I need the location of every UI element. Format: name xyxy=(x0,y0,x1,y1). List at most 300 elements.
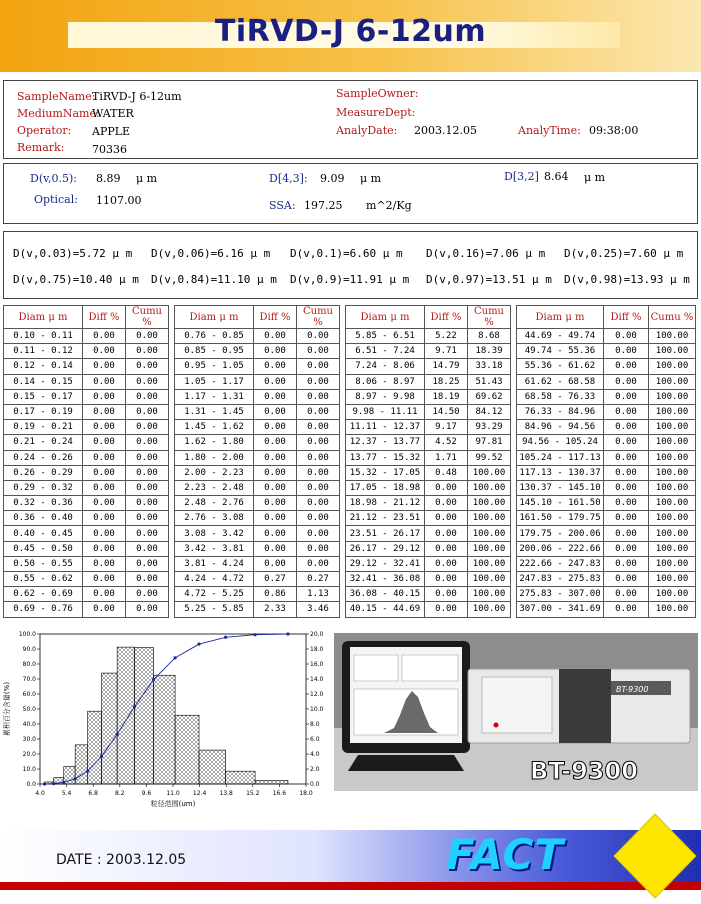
cumu-cell: 0.00 xyxy=(297,420,340,435)
cumulative-point xyxy=(74,777,77,780)
diff-cell: 0.00 xyxy=(83,374,126,389)
cumulative-point xyxy=(52,782,55,785)
table-row xyxy=(4,480,696,495)
diff-cell: 0.00 xyxy=(254,404,297,419)
diff-cell: 0.00 xyxy=(83,344,126,359)
diam-cell: 0.32 - 0.36 xyxy=(4,496,83,511)
dv05-value: 8.89 xyxy=(96,172,121,185)
cumulative-point xyxy=(152,678,155,681)
diff-cell: 0.00 xyxy=(83,541,126,556)
y-right-tick-label: 14.0 xyxy=(310,676,324,683)
dv05-label: D(v,0.5): xyxy=(30,172,78,185)
cumu-cell: 100.00 xyxy=(468,480,511,495)
diff-cell: 0.00 xyxy=(425,480,468,495)
analy-date-label: AnalyDate: xyxy=(336,124,398,137)
cumu-cell: 0.00 xyxy=(297,511,340,526)
histogram-bar xyxy=(175,715,199,784)
table-row xyxy=(4,511,696,526)
diff-cell: 18.19 xyxy=(425,389,468,404)
histogram-bar xyxy=(102,673,118,784)
diam-cell: 8.06 - 8.97 xyxy=(346,374,425,389)
cumu-cell: 0.00 xyxy=(126,359,169,374)
diam-cell: 0.11 - 0.12 xyxy=(4,344,83,359)
table-row xyxy=(4,526,696,541)
y-right-tick-label: 12.0 xyxy=(310,691,324,698)
diff-cell: 0.00 xyxy=(254,465,297,480)
cumu-cell: 0.00 xyxy=(126,541,169,556)
cumu-cell: 0.00 xyxy=(126,511,169,526)
cumu-cell: 100.00 xyxy=(649,374,696,389)
x-tick-label: 11.0 xyxy=(166,790,180,797)
diam-cell: 17.05 - 18.98 xyxy=(346,480,425,495)
diff-cell: 0.00 xyxy=(604,374,649,389)
diam-cell: 1.05 - 1.17 xyxy=(175,374,254,389)
diam-cell: 247.83 - 275.83 xyxy=(517,572,604,587)
percentile-d09: D(v,0.9)=11.91 μ m xyxy=(290,273,410,286)
cumu-cell: 100.00 xyxy=(649,420,696,435)
diff-cell: 0.00 xyxy=(604,496,649,511)
diam-cell: 3.42 - 3.81 xyxy=(175,541,254,556)
diff-cell: 2.33 xyxy=(254,602,297,617)
d32-unit: μ m xyxy=(584,171,606,184)
cumu-cell: 100.00 xyxy=(649,602,696,617)
diff-cell: 0.00 xyxy=(83,359,126,374)
diam-cell: 4.72 - 5.25 xyxy=(175,587,254,602)
percentile-d01: D(v,0.1)=6.60 μ m xyxy=(290,247,403,260)
cumulative-point xyxy=(100,755,103,758)
cumu-cell: 0.00 xyxy=(126,344,169,359)
cumu-cell: 100.00 xyxy=(468,587,511,602)
diam-cell: 44.69 - 49.74 xyxy=(517,329,604,344)
y-right-tick-label: 6.0 xyxy=(310,736,320,743)
diff-cell: 0.27 xyxy=(254,572,297,587)
diam-cell: 1.80 - 2.00 xyxy=(175,450,254,465)
cumu-cell: 93.29 xyxy=(468,420,511,435)
y-left-tick-label: 90.0 xyxy=(22,646,36,653)
diff-cell: 14.79 xyxy=(425,359,468,374)
table-row xyxy=(4,541,696,556)
diff-cell: 0.00 xyxy=(254,556,297,571)
x-tick-label: 12.4 xyxy=(192,790,207,797)
diam-cell: 15.32 - 17.05 xyxy=(346,465,425,480)
diff-cell: 0.86 xyxy=(254,587,297,602)
diam-cell: 0.40 - 0.45 xyxy=(4,526,83,541)
diff-cell: 0.00 xyxy=(254,420,297,435)
table-row xyxy=(4,587,696,602)
cumu-cell: 0.00 xyxy=(126,480,169,495)
y-right-tick-label: 2.0 xyxy=(310,766,320,773)
sample-name-value: TiRVD-J 6-12um xyxy=(92,90,182,103)
diff-cell: 0.00 xyxy=(83,572,126,587)
table-row xyxy=(4,572,696,587)
table-row xyxy=(4,359,696,374)
diff-cell: 0.00 xyxy=(604,526,649,541)
d32-label: D[3,2] xyxy=(504,170,539,183)
diff-cell: 0.00 xyxy=(425,526,468,541)
cumu-cell: 0.00 xyxy=(297,435,340,450)
x-tick-label: 8.2 xyxy=(115,790,125,797)
diam-cell: 0.21 - 0.24 xyxy=(4,435,83,450)
table-row xyxy=(4,556,696,571)
diff-cell: 0.00 xyxy=(83,465,126,480)
ssa-value: 197.25 xyxy=(304,199,343,212)
diff-cell: 0.00 xyxy=(83,420,126,435)
cumu-header: Cumu % xyxy=(649,306,696,329)
diam-cell: 275.83 - 307.00 xyxy=(517,587,604,602)
x-tick-label: 9.6 xyxy=(141,790,152,797)
cumu-header: Cumu % xyxy=(126,306,169,329)
diff-cell: 4.52 xyxy=(425,435,468,450)
cumu-cell: 0.00 xyxy=(126,526,169,541)
cumu-cell: 100.00 xyxy=(649,556,696,571)
screen-table-right xyxy=(402,655,458,681)
x-tick-label: 4.0 xyxy=(35,790,45,797)
cumu-cell: 100.00 xyxy=(649,572,696,587)
cumulative-point xyxy=(224,636,227,639)
report-title: TiRVD-J 6-12um xyxy=(214,14,487,49)
diam-cell: 84.96 - 94.56 xyxy=(517,420,604,435)
cumu-cell: 100.00 xyxy=(649,450,696,465)
cumu-cell: 0.00 xyxy=(126,602,169,617)
diff-cell: 0.00 xyxy=(604,359,649,374)
diff-cell: 9.71 xyxy=(425,344,468,359)
diam-cell: 0.76 - 0.85 xyxy=(175,329,254,344)
cumu-cell: 100.00 xyxy=(649,511,696,526)
diff-cell: 0.00 xyxy=(425,602,468,617)
y-left-tick-label: 40.0 xyxy=(22,721,36,728)
diam-cell: 0.29 - 0.32 xyxy=(4,480,83,495)
cumu-cell: 100.00 xyxy=(649,587,696,602)
cumu-cell: 100.00 xyxy=(649,404,696,419)
cumu-cell: 3.46 xyxy=(297,602,340,617)
cumu-cell: 0.00 xyxy=(126,450,169,465)
dv05-unit: μ m xyxy=(136,172,158,185)
percentile-d075: D(v,0.75)=10.40 μ m xyxy=(13,273,139,286)
diam-cell: 7.24 - 8.06 xyxy=(346,359,425,374)
cumu-cell: 0.00 xyxy=(297,359,340,374)
cumu-cell: 100.00 xyxy=(649,359,696,374)
diff-cell: 1.71 xyxy=(425,450,468,465)
cumu-cell: 0.00 xyxy=(297,556,340,571)
diam-cell: 0.12 - 0.14 xyxy=(4,359,83,374)
diff-cell: 0.48 xyxy=(425,465,468,480)
cumu-cell: 0.00 xyxy=(297,329,340,344)
cumu-cell: 100.00 xyxy=(468,465,511,480)
instrument-photo xyxy=(334,633,698,791)
diam-cell: 18.98 - 21.12 xyxy=(346,496,425,511)
diam-cell: 0.14 - 0.15 xyxy=(4,374,83,389)
medium-label: MediumName: xyxy=(17,107,100,120)
diam-cell: 32.41 - 36.08 xyxy=(346,572,425,587)
x-tick-label: 18.0 xyxy=(299,790,313,797)
optical-label: Optical: xyxy=(34,193,78,206)
table-row xyxy=(4,450,696,465)
percentile-d025: D(v,0.25)=7.60 μ m xyxy=(564,247,684,260)
optical-value: 1107.00 xyxy=(96,194,142,207)
diam-cell: 105.24 - 117.13 xyxy=(517,450,604,465)
percentile-d097: D(v,0.97)=13.51 μ m xyxy=(426,273,552,286)
screen-table-left xyxy=(354,655,398,681)
table-row xyxy=(4,420,696,435)
diam-cell: 4.24 - 4.72 xyxy=(175,572,254,587)
diam-cell: 0.62 - 0.69 xyxy=(4,587,83,602)
cumu-cell: 97.81 xyxy=(468,435,511,450)
diff-cell: 0.00 xyxy=(425,541,468,556)
cumu-cell: 0.00 xyxy=(126,404,169,419)
diff-cell: 14.50 xyxy=(425,404,468,419)
diam-cell: 0.24 - 0.26 xyxy=(4,450,83,465)
diff-cell: 0.00 xyxy=(83,480,126,495)
x-tick-label: 6.8 xyxy=(88,790,98,797)
diam-cell: 161.50 - 179.75 xyxy=(517,511,604,526)
diam-cell: 1.45 - 1.62 xyxy=(175,420,254,435)
diff-cell: 0.00 xyxy=(254,480,297,495)
cumulative-point xyxy=(253,633,256,636)
diff-cell: 0.00 xyxy=(425,511,468,526)
diam-cell: 0.55 - 0.62 xyxy=(4,572,83,587)
cumu-cell: 0.00 xyxy=(297,526,340,541)
y-left-tick-label: 10.0 xyxy=(22,766,36,773)
y-left-tick-label: 0.0 xyxy=(26,781,36,788)
cumulative-point xyxy=(116,733,119,736)
diff-cell: 0.00 xyxy=(83,587,126,602)
table-row xyxy=(4,344,696,359)
cumu-cell: 100.00 xyxy=(468,556,511,571)
remark-label: Remark: xyxy=(17,141,65,154)
diam-cell: 307.00 - 341.69 xyxy=(517,602,604,617)
cumu-cell: 100.00 xyxy=(649,329,696,344)
diff-cell: 0.00 xyxy=(83,496,126,511)
cumu-cell: 33.18 xyxy=(468,359,511,374)
diam-cell: 0.19 - 0.21 xyxy=(4,420,83,435)
x-tick-label: 5.4 xyxy=(61,790,72,797)
instrument-illustration xyxy=(334,633,698,791)
histogram-bar xyxy=(226,771,255,784)
diam-cell: 0.15 - 0.17 xyxy=(4,389,83,404)
diff-cell: 0.00 xyxy=(604,511,649,526)
x-tick-label: 13.8 xyxy=(219,790,233,797)
ssa-label: SSA: xyxy=(269,199,296,212)
diam-cell: 0.50 - 0.55 xyxy=(4,556,83,571)
table-header-row xyxy=(4,306,696,329)
diam-cell: 0.26 - 0.29 xyxy=(4,465,83,480)
table-row xyxy=(4,374,696,389)
y-left-tick-label: 60.0 xyxy=(22,691,36,698)
cumu-cell: 1.13 xyxy=(297,587,340,602)
diam-cell: 8.97 - 9.98 xyxy=(346,389,425,404)
medium-value: WATER xyxy=(92,107,134,120)
diam-cell: 2.00 - 2.23 xyxy=(175,465,254,480)
diam-cell: 68.58 - 76.33 xyxy=(517,389,604,404)
operator-label: Operator: xyxy=(17,124,72,137)
diff-cell: 9.17 xyxy=(425,420,468,435)
percentiles-box xyxy=(3,231,698,299)
diam-cell: 0.85 - 0.95 xyxy=(175,344,254,359)
diam-header: Diam μ m xyxy=(175,306,254,329)
diff-cell: 0.00 xyxy=(83,404,126,419)
cumulative-point xyxy=(62,781,65,784)
diam-cell: 36.08 - 40.15 xyxy=(346,587,425,602)
diam-cell: 94.56 - 105.24 xyxy=(517,435,604,450)
summary-box xyxy=(3,163,698,224)
diff-cell: 0.00 xyxy=(254,359,297,374)
y-right-tick-label: 18.0 xyxy=(310,646,324,653)
diam-cell: 49.74 - 55.36 xyxy=(517,344,604,359)
cumu-cell: 100.00 xyxy=(649,344,696,359)
ssa-unit: m^2/Kg xyxy=(366,199,412,212)
cumu-cell: 0.00 xyxy=(297,374,340,389)
cumu-cell: 0.00 xyxy=(126,587,169,602)
cumu-cell: 100.00 xyxy=(649,541,696,556)
y-right-tick-label: 4.0 xyxy=(310,751,320,758)
y-left-tick-label: 50.0 xyxy=(22,706,36,713)
percentile-d098: D(v,0.98)=13.93 μ m xyxy=(564,273,690,286)
distribution-table xyxy=(3,305,696,618)
diam-cell: 12.37 - 13.77 xyxy=(346,435,425,450)
cumu-cell: 8.68 xyxy=(468,329,511,344)
diam-header: Diam μ m xyxy=(517,306,604,329)
cumu-cell: 0.00 xyxy=(126,374,169,389)
report-header xyxy=(0,0,701,72)
d43-label: D[4,3]: xyxy=(269,172,308,185)
cumu-cell: 100.00 xyxy=(468,541,511,556)
diff-cell: 0.00 xyxy=(604,587,649,602)
cumulative-point xyxy=(43,782,46,785)
diam-cell: 40.15 - 44.69 xyxy=(346,602,425,617)
diam-cell: 0.10 - 0.11 xyxy=(4,329,83,344)
cumulative-point xyxy=(173,656,176,659)
diff-cell: 0.00 xyxy=(254,526,297,541)
cumu-cell: 0.00 xyxy=(126,389,169,404)
power-indicator xyxy=(494,723,499,728)
y-left-tick-label: 30.0 xyxy=(22,736,36,743)
diam-cell: 145.10 - 161.50 xyxy=(517,496,604,511)
analy-date-value: 2003.12.05 xyxy=(414,124,477,137)
histogram-bar xyxy=(199,750,226,784)
diam-cell: 200.06 - 222.66 xyxy=(517,541,604,556)
cumu-cell: 100.00 xyxy=(649,480,696,495)
cumu-cell: 84.12 xyxy=(468,404,511,419)
diam-cell: 9.98 - 11.11 xyxy=(346,404,425,419)
diff-cell: 0.00 xyxy=(604,389,649,404)
analyzer-model-label: BT-9300 xyxy=(616,685,649,694)
diam-cell: 0.95 - 1.05 xyxy=(175,359,254,374)
diff-cell: 0.00 xyxy=(254,541,297,556)
diam-cell: 23.51 - 26.17 xyxy=(346,526,425,541)
cumulative-point xyxy=(197,642,200,645)
y-right-tick-label: 20.0 xyxy=(310,631,324,638)
diff-cell: 0.00 xyxy=(83,556,126,571)
diff-cell: 0.00 xyxy=(254,374,297,389)
diam-cell: 21.12 - 23.51 xyxy=(346,511,425,526)
diff-cell: 0.00 xyxy=(254,344,297,359)
diam-cell: 6.51 - 7.24 xyxy=(346,344,425,359)
diff-cell: 0.00 xyxy=(83,526,126,541)
cumu-cell: 0.00 xyxy=(297,541,340,556)
yellow-diamond-shape xyxy=(614,814,696,898)
percentile-d084: D(v,0.84)=11.10 μ m xyxy=(151,273,277,286)
cumu-cell: 0.00 xyxy=(126,329,169,344)
diff-header: Diff % xyxy=(254,306,297,329)
diam-cell: 222.66 - 247.83 xyxy=(517,556,604,571)
diam-cell: 2.23 - 2.48 xyxy=(175,480,254,495)
histogram-bar xyxy=(117,647,134,784)
owner-label: SampleOwner: xyxy=(336,87,419,100)
table-row xyxy=(4,389,696,404)
diff-cell: 0.00 xyxy=(425,496,468,511)
y-left-tick-label: 100.0 xyxy=(18,631,36,638)
cumu-cell: 100.00 xyxy=(649,389,696,404)
diff-cell: 0.00 xyxy=(83,450,126,465)
particle-size-chart xyxy=(0,630,332,810)
diam-cell: 5.25 - 5.85 xyxy=(175,602,254,617)
y-right-tick-label: 0.0 xyxy=(310,781,320,788)
analyzer-front-panel xyxy=(482,677,552,733)
diff-cell: 0.00 xyxy=(604,404,649,419)
y-left-tick-label: 20.0 xyxy=(22,751,36,758)
diff-cell: 0.00 xyxy=(604,541,649,556)
diam-cell: 117.13 - 130.37 xyxy=(517,465,604,480)
cumu-cell: 100.00 xyxy=(468,572,511,587)
cumu-cell: 0.00 xyxy=(297,344,340,359)
model-caption: BT-9300 xyxy=(530,757,638,785)
diam-cell: 130.37 - 145.10 xyxy=(517,480,604,495)
diamond-logo xyxy=(612,812,698,900)
diff-cell: 0.00 xyxy=(83,329,126,344)
diam-cell: 0.45 - 0.50 xyxy=(4,541,83,556)
diff-cell: 0.00 xyxy=(254,389,297,404)
table-row xyxy=(4,465,696,480)
analyzer-sample-cell xyxy=(559,669,611,743)
diff-cell: 0.00 xyxy=(83,602,126,617)
histogram-bar xyxy=(88,711,102,784)
diff-cell: 0.00 xyxy=(254,435,297,450)
table-row xyxy=(4,602,696,617)
cumu-cell: 0.00 xyxy=(297,450,340,465)
diff-cell: 0.00 xyxy=(254,329,297,344)
cumu-cell: 100.00 xyxy=(468,602,511,617)
diff-cell: 5.22 xyxy=(425,329,468,344)
diff-cell: 0.00 xyxy=(604,435,649,450)
cumu-cell: 0.00 xyxy=(126,496,169,511)
diam-cell: 3.08 - 3.42 xyxy=(175,526,254,541)
diff-cell: 0.00 xyxy=(604,572,649,587)
diam-cell: 26.17 - 29.12 xyxy=(346,541,425,556)
cumu-header: Cumu % xyxy=(468,306,511,329)
cumu-cell: 0.00 xyxy=(297,480,340,495)
diff-cell: 0.00 xyxy=(604,344,649,359)
cumu-header: Cumu % xyxy=(297,306,340,329)
footer-date: DATE : 2003.12.05 xyxy=(56,852,187,868)
diff-header: Diff % xyxy=(83,306,126,329)
histogram-bar xyxy=(154,675,175,784)
diff-cell: 0.00 xyxy=(254,511,297,526)
cumu-cell: 100.00 xyxy=(649,526,696,541)
cumu-cell: 69.62 xyxy=(468,389,511,404)
diff-cell: 0.00 xyxy=(254,496,297,511)
diff-cell: 0.00 xyxy=(425,587,468,602)
cumu-cell: 0.00 xyxy=(126,556,169,571)
cumu-cell: 18.39 xyxy=(468,344,511,359)
cumu-cell: 100.00 xyxy=(468,511,511,526)
diff-cell: 0.00 xyxy=(604,602,649,617)
diff-cell: 18.25 xyxy=(425,374,468,389)
cumu-cell: 0.27 xyxy=(297,572,340,587)
diam-cell: 0.36 - 0.40 xyxy=(4,511,83,526)
cumu-cell: 100.00 xyxy=(649,465,696,480)
diff-cell: 0.00 xyxy=(83,389,126,404)
y-right-tick-label: 10.0 xyxy=(310,706,324,713)
